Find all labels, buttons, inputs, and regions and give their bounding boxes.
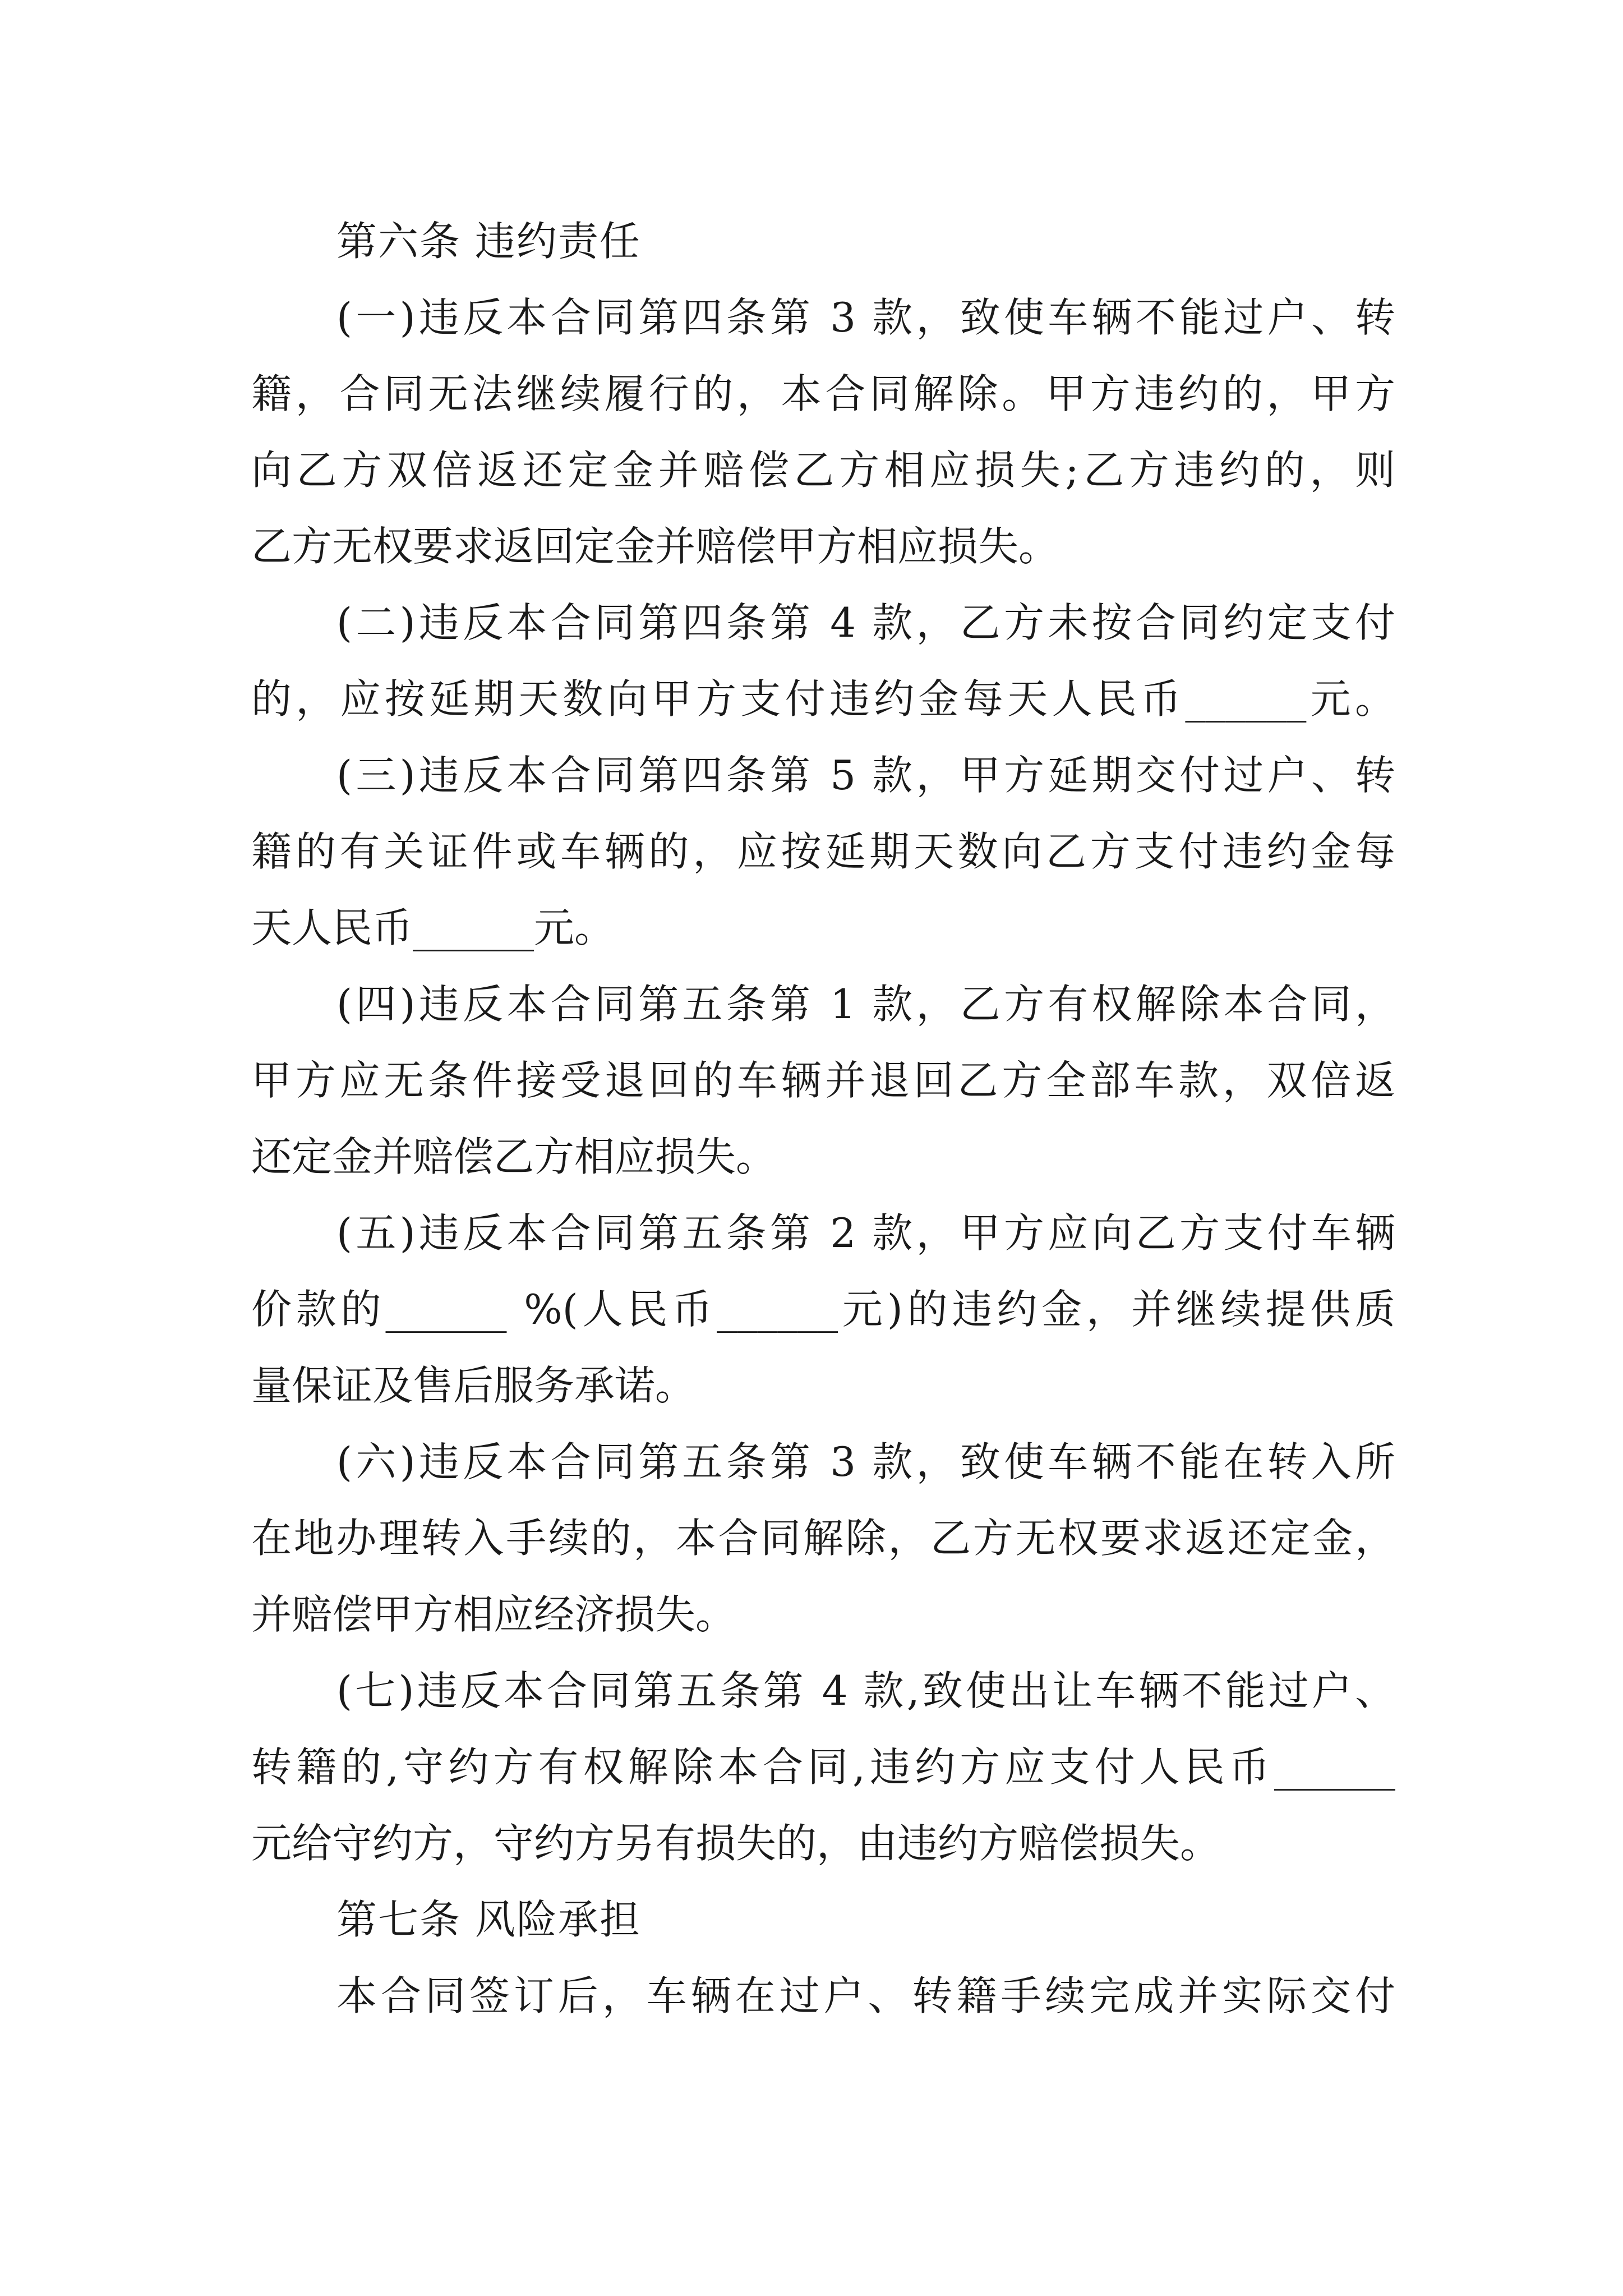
clause-5-line-3: 量保证及售后服务承诺。 [251,1362,696,1409]
article-7-heading: 第七条 风险承担 [336,1896,641,1943]
clause-7-line-1: (七)违反本合同第五条第 4 款,致使出让车辆不能过户、 [336,1667,1395,1714]
clause-7-line-3: 元给守约方，守约方另有损失的，由违约方赔偿损失。 [251,1820,1221,1867]
clause-4-line-1: (四)违反本合同第五条第 1 款，乙方有权解除本合同， [336,981,1395,1028]
clause-6-line-2: 在地办理转入手续的，本合同解除，乙方无权要求返还定金， [251,1515,1395,1562]
clause-1-line-2: 籍，合同无法继续履行的，本合同解除。甲方违约的，甲方 [251,370,1395,417]
clause-4-line-2: 甲方应无条件接受退回的车辆并退回乙方全部车款，双倍返 [251,1057,1395,1104]
clause-1-line-1: (一)违反本合同第四条第 3 款，致使车辆不能过户、转 [336,294,1395,341]
clause-2-line-2: 的，应按延期天数向甲方支付违约金每天人民币______元。 [251,675,1395,723]
clause-3-line-2: 籍的有关证件或车辆的，应按延期天数向乙方支付违约金每 [251,828,1395,875]
clause-5-line-2: 价款的______ %(人民币______元)的违约金，并继续提供质 [251,1286,1395,1333]
clause-6-line-3: 并赔偿甲方相应经济损失。 [251,1591,736,1638]
clause-2-line-1: (二)违反本合同第四条第 4 款，乙方未按合同约定支付 [336,599,1395,646]
clause-1-line-4: 乙方无权要求返回定金并赔偿甲方相应损失。 [251,523,1059,570]
clause-4-line-3: 还定金并赔偿乙方相应损失。 [251,1133,777,1180]
clause-1-line-3: 向乙方双倍返还定金并赔偿乙方相应损失;乙方违约的，则 [251,447,1395,494]
clause-6-line-1: (六)违反本合同第五条第 3 款，致使车辆不能在转入所 [336,1438,1395,1485]
clause-5-line-1: (五)违反本合同第五条第 2 款，甲方应向乙方支付车辆 [336,1209,1395,1257]
article-6-heading: 第六条 违约责任 [336,218,641,265]
clause-7-line-2: 转籍的,守约方有权解除本合同,违约方应支付人民币______ [251,1743,1395,1791]
clause-3-line-3: 天人民币______元。 [251,904,615,951]
clause-3-line-1: (三)违反本合同第四条第 5 款，甲方延期交付过户、转 [336,752,1395,799]
article-7-line-1: 本合同签订后，车辆在过户、转籍手续完成并实际交付 [336,1972,1395,2019]
